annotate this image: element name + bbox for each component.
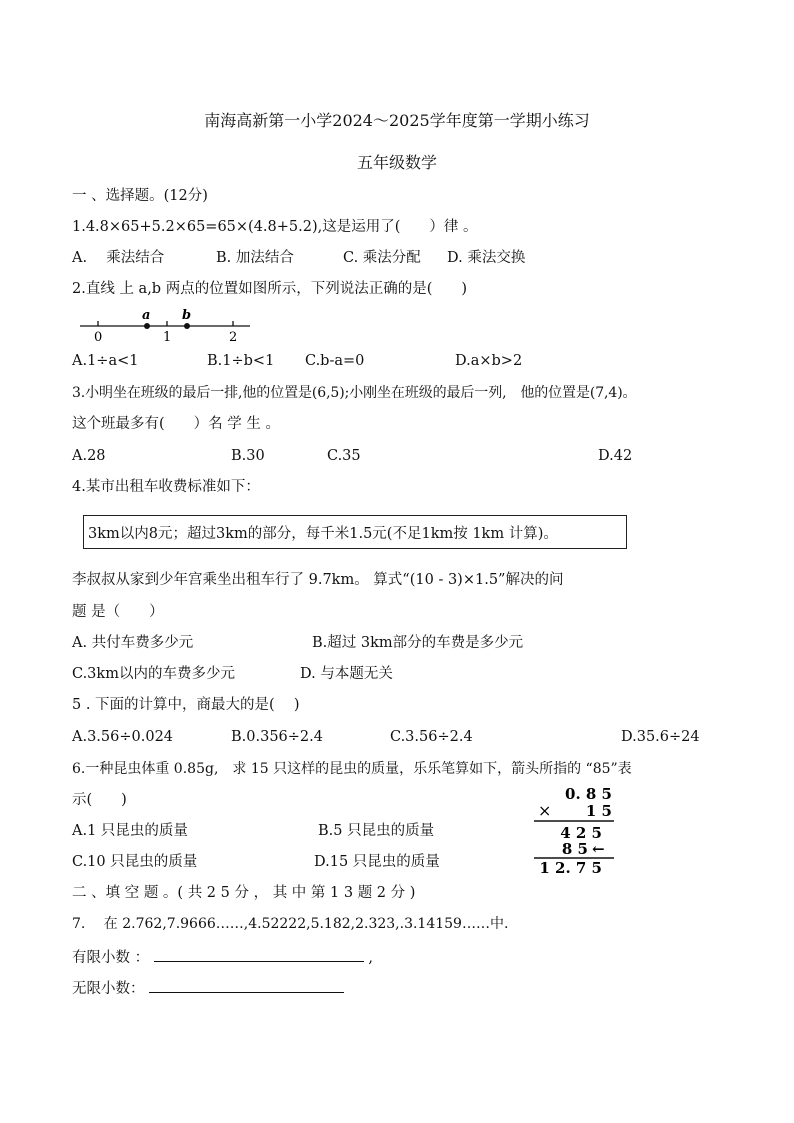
page-title: 南海高新第一小学2024～2025学年度第一学期小练习 xyxy=(204,111,590,130)
calc-row-multiplier: 1 5 xyxy=(585,802,612,820)
section1-heading: 一 、选择题。(12分) xyxy=(72,188,208,204)
numberline-point-a xyxy=(144,323,150,329)
numberline-label-b: b xyxy=(182,308,192,323)
q6-option-a: A.1 只昆虫的质量 xyxy=(72,823,188,839)
q7-infinite-label: 无限小数： xyxy=(72,981,145,997)
q6-vertical-multiplication xyxy=(530,783,620,875)
q4-option-b: B.超过 3km部分的车费是多少元 xyxy=(312,635,524,651)
calc-row-multiplicand: 0. 8 5 xyxy=(565,785,612,803)
q3-option-b: B.30 xyxy=(231,448,265,464)
page-subtitle: 五年级数学 xyxy=(356,153,437,172)
q6-line2: 示( ) xyxy=(72,792,127,808)
q1-option-d: D. 乘法交换 xyxy=(447,250,526,266)
q7-finite-blank[interactable] xyxy=(154,947,364,962)
numberline-label-1: 1 xyxy=(163,330,172,344)
q2-text: 2.直线 上 a,b 两点的位置如图所示，下列说法正确的是( ) xyxy=(72,281,468,297)
q5-option-d: D.35.6÷24 xyxy=(621,729,700,745)
calc-row-partial-1: 4 2 5 xyxy=(560,824,602,842)
q7-finite-row xyxy=(72,947,373,967)
fare-rule-box xyxy=(83,515,627,549)
q1-text: 1.4.8×65+5.2×65=65×(4.8+5.2),这是运用了( ）律 。 xyxy=(72,219,478,235)
q5-option-b: B.0.356÷2.4 xyxy=(231,729,323,745)
q5-option-c: C.3.56÷2.4 xyxy=(390,729,473,745)
q3-option-c: C.35 xyxy=(327,448,361,464)
q7-finite-suffix: , xyxy=(368,950,373,966)
q3-option-a: A.28 xyxy=(72,448,106,464)
q2-number-line xyxy=(78,308,258,344)
q6-option-c: C.10 只昆虫的质量 xyxy=(72,854,198,870)
q1-option-a: A. 乘法结合 xyxy=(72,250,165,266)
q2-option-c: C.b-a=0 xyxy=(305,353,365,369)
q1-option-c: C. 乘法分配 xyxy=(343,250,421,266)
q3-line2: 这个班最多有( ）名 学 生 。 xyxy=(72,416,280,432)
calc-row-partial-2: 8 5 xyxy=(561,840,588,858)
calc-times-sign: × xyxy=(538,801,552,820)
q4-option-a: A. 共付车费多少元 xyxy=(72,635,194,651)
q7-text: 7. 在 2.762,7.9666……,4.52222,5.182,2.323,.3.14159……中. xyxy=(72,916,509,932)
q7-finite-label: 有限小数 ： xyxy=(72,950,150,966)
q4-line2: 题 是（ ） xyxy=(72,604,164,620)
q2-option-a: A.1÷a<1 xyxy=(72,353,139,369)
q3-line1: 3.小明坐在班级的最后一排,他的位置是(6,5);小刚坐在班级的最后一列, 他的位置是(7,4)。 xyxy=(72,385,637,401)
numberline-label-0: 0 xyxy=(94,330,103,344)
q3-option-d: D.42 xyxy=(598,448,633,464)
q4-option-c: C.3km以内的车费多少元 xyxy=(72,666,235,682)
numberline-label-2: 2 xyxy=(229,330,238,344)
q7-infinite-row xyxy=(72,978,344,998)
q6-option-d: D.15 只昆虫的质量 xyxy=(314,854,440,870)
calc-row-product: 1 2. 7 5 xyxy=(539,859,602,875)
q1-option-b: B. 加法结合 xyxy=(216,250,294,266)
section2-heading: 二 、填 空 题 。( 共 2 5 分 ， 其 中 第 1 3 题 2 分 ) xyxy=(72,885,416,901)
q4-line1: 李叔叔从家到少年宫乘坐出租车行了 9.7km。 算式“(10 - 3)×1.5”解决的问 xyxy=(72,572,564,588)
q5-option-a: A.3.56÷0.024 xyxy=(72,729,174,745)
q2-option-d: D.a×b>2 xyxy=(455,353,523,369)
q6-line1: 6.一种昆虫体重 0.85g, 求 15 只这样的昆虫的质量，乐乐笔算如下，箭头所指的 “85”表 xyxy=(72,761,632,777)
q5-text: 5 . 下面的计算中，商最大的是( ) xyxy=(72,697,300,713)
numberline-label-a: a xyxy=(142,308,151,323)
q7-infinite-blank[interactable] xyxy=(149,978,344,993)
q4-text: 4.某市出租车收费标准如下： xyxy=(72,479,260,495)
q4-option-d: D. 与本题无关 xyxy=(300,666,393,682)
calc-arrow: ← xyxy=(592,840,605,858)
numberline-point-b xyxy=(184,323,190,329)
q6-option-b: B.5 只昆虫的质量 xyxy=(318,823,435,839)
fare-rule-text: 3km以内8元；超过3km的部分，每千米1.5元(不足1km按 1km 计算)。 xyxy=(88,525,558,542)
q2-option-b: B.1÷b<1 xyxy=(207,353,275,369)
